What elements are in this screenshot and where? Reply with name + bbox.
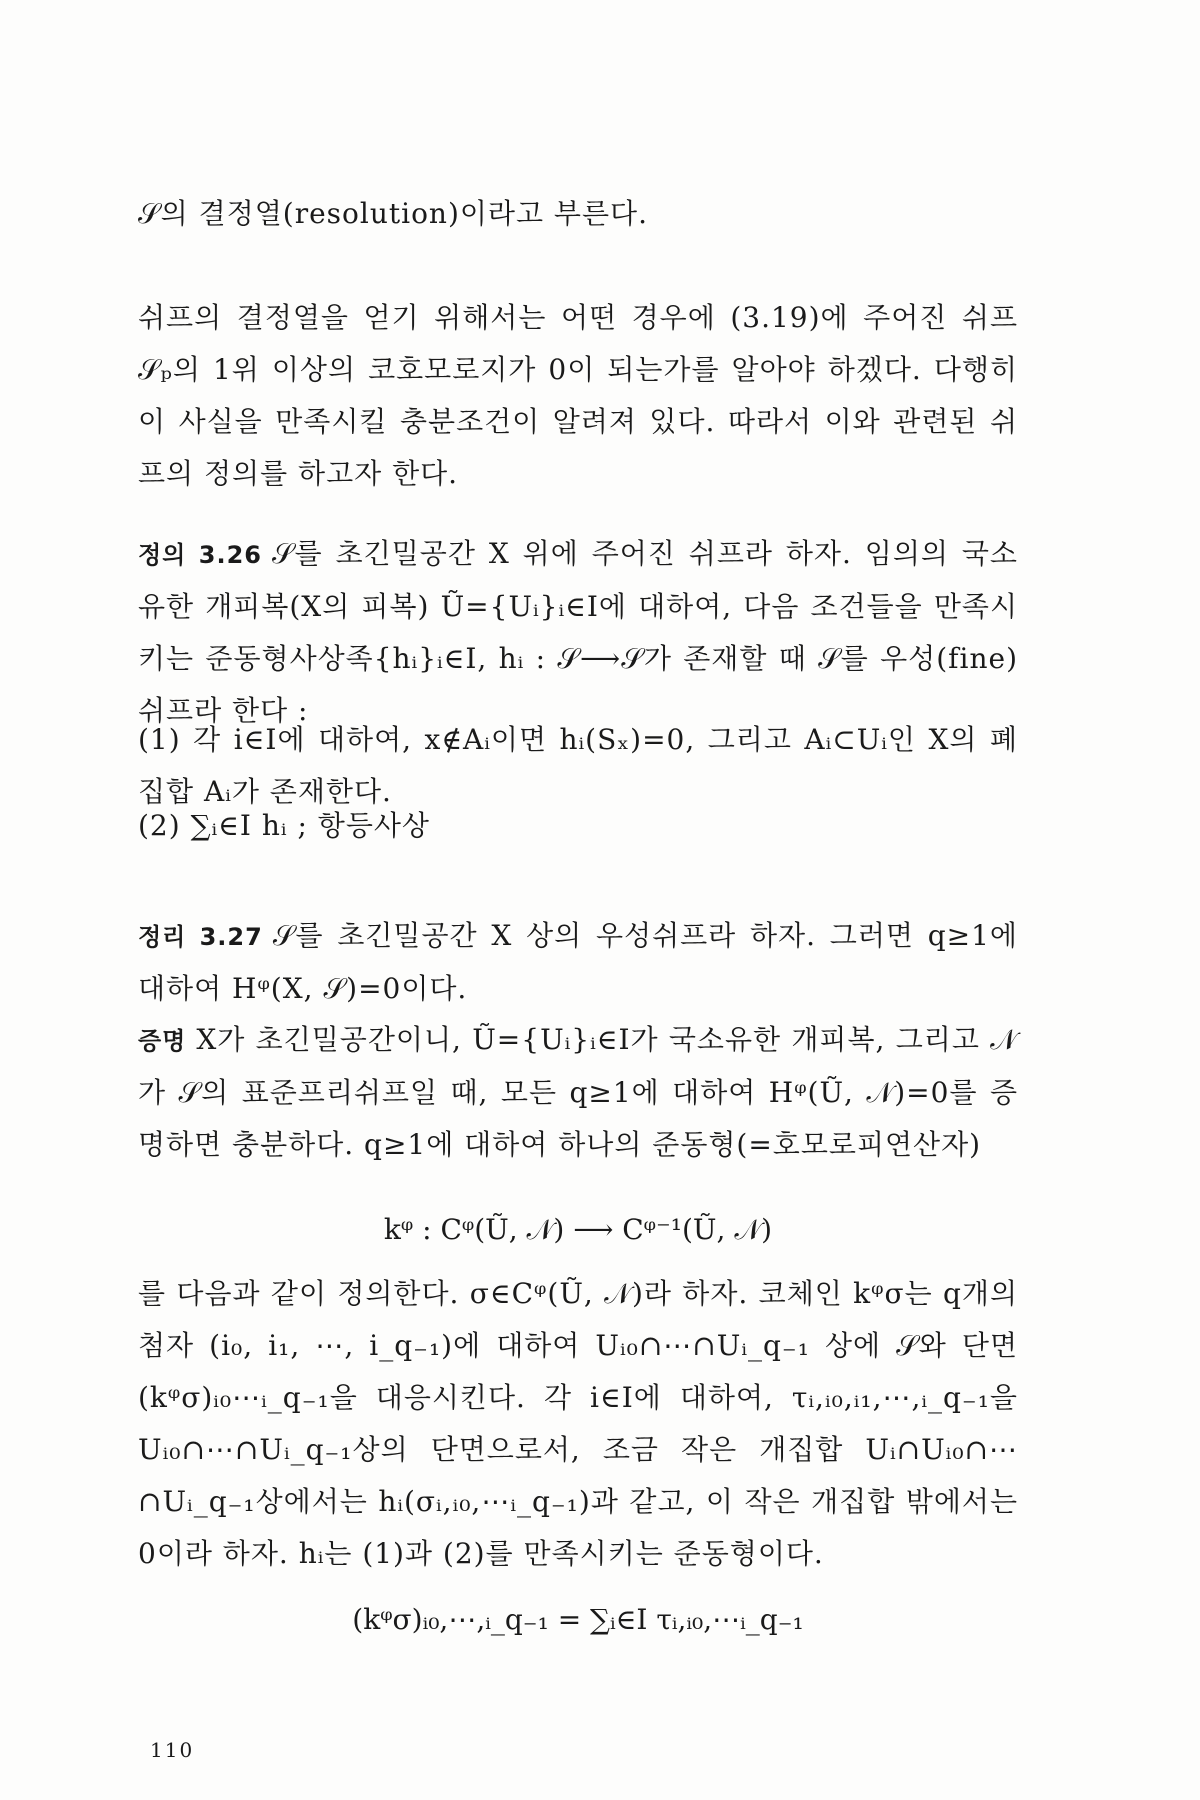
- equation-cochain: (kᵠσ)ᵢ₀,⋯,ᵢ_q₋₁ = ∑ᵢ∈I τᵢ,ᵢ₀,⋯ᵢ_q₋₁: [352, 1603, 804, 1636]
- equation-homotopy-operator: kᵠ : Cᵠ(Ũ, 𝒩) ⟶ Cᵠ⁻¹(Ũ, 𝒩): [383, 1213, 773, 1246]
- proof-label: 증명: [138, 1027, 187, 1055]
- theorem-3-27: [138, 910, 1018, 1015]
- page-number: 110: [150, 1738, 195, 1762]
- definition-text: 𝒮를 초긴밀공간 X 위에 주어진 쉬프라 하자. 임의의 국소유한 개피복(X의 피복) Ũ={Uᵢ}ᵢ∈I에 대하여, 다음 조건들을 만족시키는 준동형사상족{hᵢ}ᵢ∈I, hᵢ : 𝒮⟶𝒮가 존재할 때 𝒮를 우성(fine)쉬프라 한다 :: [138, 537, 1018, 727]
- theorem-text: 𝒮를 초긴밀공간 X 상의 우성쉬프라 하자. 그러면 q≥1에 대하여 Hᵠ(X, 𝒮)=0이다.: [138, 919, 1018, 1005]
- theorem-label: 정리 3.27: [138, 923, 263, 951]
- definition-3-26: [138, 528, 1018, 737]
- condition-1: (1) 각 i∈I에 대하여, x∉Aᵢ이면 hᵢ(Sₓ)=0, 그리고 Aᵢ⊂Uᵢ인 X의 폐집합 Aᵢ가 존재한다.: [138, 723, 1018, 808]
- paragraph-definition-of-k: 를 다음과 같이 정의한다. σ∈Cᵠ(Ũ, 𝒩)라 하자. 코체인 kᵠσ는 q개의 첨자 (i₀, i₁, ⋯, i_q₋₁)에 대하여 Uᵢ₀∩⋯∩Uᵢ_q₋₁ 상에 𝒮와 단면(kᵠσ)ᵢ₀⋯ᵢ_q₋₁을 대응시킨다. 각 i∈I에 대하여, τᵢ,ᵢ₀,ᵢ₁,⋯,ᵢ_q₋₁을 Uᵢ₀∩⋯∩Uᵢ_q₋₁상의 단면으로서, 조금 작은 개집합 Uᵢ∩Uᵢ₀∩⋯∩Uᵢ_q₋₁상에서는 hᵢ(σᵢ,ᵢ₀,⋯ᵢ_q₋₁)과 같고, 이 작은 개집합 밖에서는 0이라 하자. hᵢ는 (1)과 (2)를 만족시키는 준동형이다.: [138, 1277, 1018, 1570]
- paragraph-intro: 쉬프의 결정열을 얻기 위해서는 어떤 경우에 (3.19)에 주어진 쉬프 𝒮ₚ의 1위 이상의 코호모로지가 0이 되는가를 알아야 하겠다. 다행히 이 사실을 만족시킬 충분조건이 알려져 있다. 따라서 이와 관련된 쉬프의 정의를 하고자 한다.: [138, 301, 1018, 490]
- proof: [138, 1014, 1018, 1171]
- proof-text: X가 초긴밀공간이니, Ũ={Uᵢ}ᵢ∈I가 국소유한 개피복, 그리고 𝒩가 𝒮의 표준프리쉬프일 때, 모든 q≥1에 대하여 Hᵠ(Ũ, 𝒩)=0를 증명하면 충분하다. q≥1에 대하여 하나의 준동형(=호모로피연산자): [138, 1023, 1018, 1161]
- definition-label: 정의 3.26: [138, 541, 262, 569]
- paragraph-resolution: 𝒮의 결정열(resolution)이라고 부른다.: [138, 197, 648, 230]
- condition-2: (2) ∑ᵢ∈I hᵢ ; 항등사상: [138, 809, 430, 842]
